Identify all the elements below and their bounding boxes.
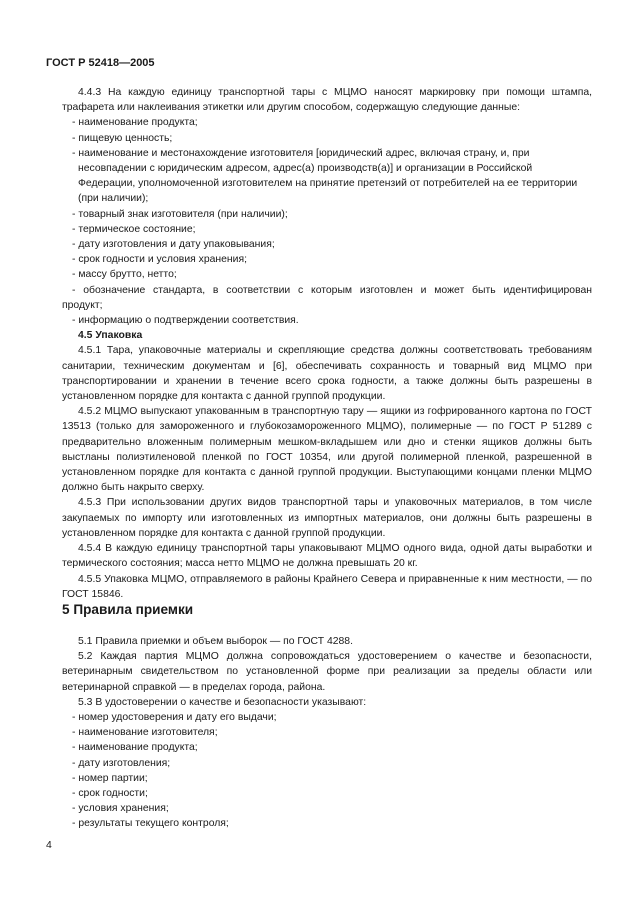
document-header: ГОСТ Р 52418—2005 (46, 57, 155, 69)
list-item: - дату изготовления и дату упаковывания; (72, 239, 275, 251)
list-item: - информацию о подтверждении соответствия. (72, 315, 299, 327)
list-item: - результаты текущего контроля; (72, 818, 229, 830)
list-item: - массу брутто, нетто; (72, 269, 177, 281)
paragraph-4-4-3: 4.4.3 На каждую единицу транспортной тары с МЦМО наносят маркировку при помощи штампа, трафарета или наклеивания этикетки или другим способом, содержащую следующие данные: (62, 87, 592, 114)
section-5-title: 5 Правила приемки (62, 602, 194, 617)
page-number: 4 (46, 840, 52, 851)
list-item: - номер удостоверения и дату его выдачи; (72, 712, 277, 724)
list-item: - наименование и местонахождение изготовителя [юридический адрес, включая страну, и, при несовпадении с юридическим адресом, адрес(а) производств(а)] и организации в Российской Федерации, уполномоченной изготовителем на принятие претензий от потребителей на ее территории (при наличии); (72, 147, 578, 205)
paragraph-4-5-5: 4.5.5 Упаковка МЦМО, отправляемого в районы Крайнего Севера и приравненные к ним местности, — по ГОСТ 15846. (62, 573, 592, 600)
paragraph-4-5-3: 4.5.3 При использовании других видов транспортной тары и упаковочных материалов, в том числе закупаемых по импорту или изготовленных из импортных материалов, они должны быть разрешены в установленном порядке для контакта с данной группой продукции. (62, 497, 592, 539)
list-item: - обозначение стандарта, в соответствии с которым изготовлен и может быть идентифицирован (72, 284, 592, 296)
section-5-body (62, 634, 592, 832)
subsection-title-4-5: 4.5 Упаковка (78, 330, 143, 342)
list-item: - срок годности и условия хранения; (72, 254, 247, 266)
paragraph-4-5-1: 4.5.1 Тара, упаковочные материалы и скрепляющие средства должны соответствовать требованиям санитарии, техническим документам и [6], обеспечивать сохранность и товарный вид МЦМО при транспортировании и хранении в течение всего срока годности, а также должны быть разрешены в установленном порядке для контакта с данной группой продукции. (62, 345, 592, 403)
section-4-4-3 (62, 85, 592, 602)
list-item-continuation: продукт; (62, 299, 103, 311)
list-item: - номер партии; (72, 772, 148, 784)
paragraph-5-2: 5.2 Каждая партия МЦМО должна сопровождаться удостоверением о качестве и безопасности, ветеринарным свидетельством по установленной форме при реализации за пределы области или ветеринарной справкой — в пределах города, района. (62, 651, 592, 693)
list-item: - термическое состояние; (72, 223, 196, 235)
list-item: - наименование продукта; (72, 742, 198, 754)
paragraph-4-5-2: 4.5.2 МЦМО выпускают упакованным в транспортную тару — ящики из гофрированного картона по ГОСТ 13513 (только для замороженного и глубокозамороженного МЦМО), полимерные — по ГОСТ Р 51289 с предварительно вложенным полимерным мешком-вкладышем или дно и стенки ящиков должны быть выстланы полиэтиленовой пленкой по ГОСТ 10354, или другой полимерной пленкой, разрешенной в установленном порядке для контакта с данной группой продукции. Выступающими концами пленки МЦМО должно быть накрыто сверху. (62, 406, 592, 494)
list-item: - наименование изготовителя; (72, 727, 218, 739)
paragraph-5-3: 5.3 В удостоверении о качестве и безопасности указывают: (78, 696, 367, 708)
list-item: - дату изготовления; (72, 757, 171, 769)
list-item: - пищевую ценность; (72, 132, 173, 144)
list-item: - наименование продукта; (72, 117, 198, 129)
list-item: - срок годности; (72, 788, 148, 800)
list-item: - условия хранения; (72, 803, 169, 815)
paragraph-5-1: 5.1 Правила приемки и объем выборок — по ГОСТ 4288. (78, 636, 353, 647)
list-item: - товарный знак изготовителя (при наличии); (72, 208, 288, 220)
paragraph-4-5-4: 4.5.4 В каждую единицу транспортной тары упаковывают МЦМО одного вида, одной даты выработки и термического состояния; масса нетто МЦМО не должна превышать 20 кг. (62, 543, 592, 570)
